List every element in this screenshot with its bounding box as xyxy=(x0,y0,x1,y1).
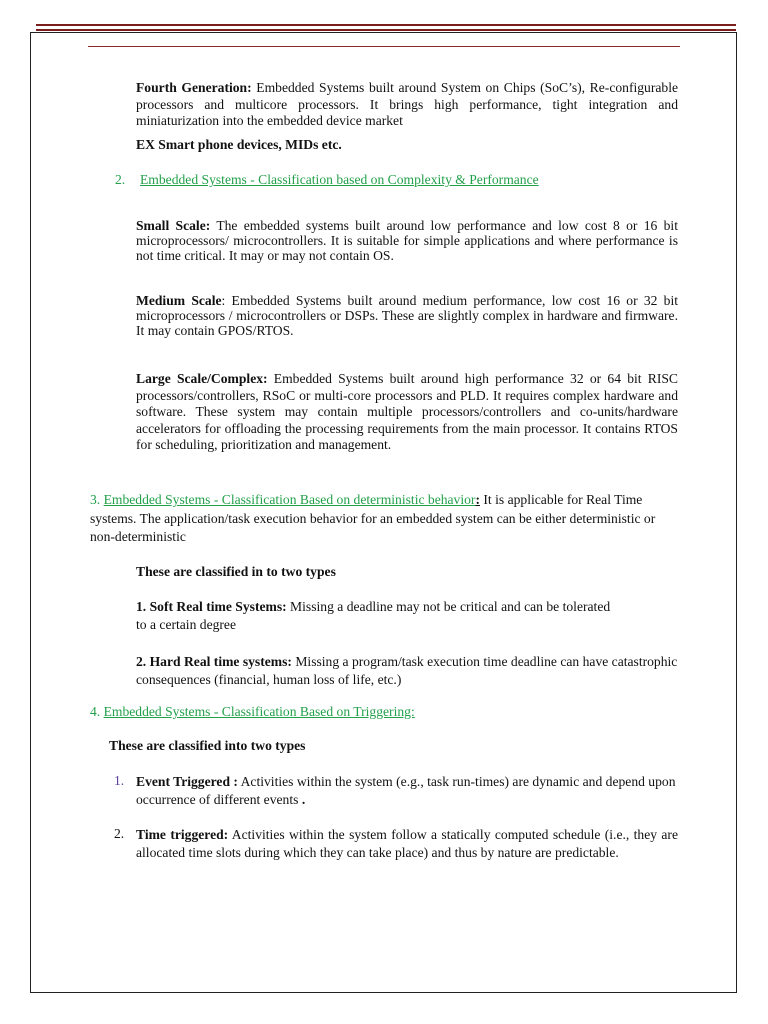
large-scale-paragraph xyxy=(136,371,678,454)
types-heading-2: These are classified into two types xyxy=(109,738,306,753)
small-scale-text: The embedded systems built around low performance and low cost 8 or 16 bit microprocessors/ microcontrollers. It is suitable for simple applications and where performance is not time critical. It may or may not contain OS. xyxy=(136,218,678,263)
hard-real-time-number: 2. xyxy=(136,654,147,669)
section-4-title: Embedded Systems - Classification Based on Triggering: xyxy=(103,704,415,719)
section-3-number: 3. xyxy=(90,492,104,507)
header-rule xyxy=(88,46,680,47)
soft-real-time-text: Missing a deadline may not be critical and can be tolerated to a certain degree xyxy=(136,599,611,632)
large-scale-text: Embedded Systems built around high performance 32 or 64 bit RISC processors/controllers, RSoC or multi-core processors and PLD. It requires complex hardware and software. These system may contain multiple processors/controllers and co-units/hardware accelerators for offloading the processing requirements from the main processor. It contains RTOS for scheduling, prioritization and management. xyxy=(136,371,678,452)
top-border-line-2 xyxy=(36,29,736,31)
event-triggered-item xyxy=(136,773,678,809)
section-3-text: It is applicable for Real Time systems. The application/task execution behavior for an embedded system can be either deterministic or non-deterministic xyxy=(90,492,656,544)
hard-real-time-item xyxy=(136,653,678,689)
section-2-title: Embedded Systems - Classification based on Complexity & Performance xyxy=(140,172,539,187)
small-scale-label: Small Scale: xyxy=(136,218,211,233)
fourth-generation-paragraph xyxy=(136,80,678,130)
time-triggered-label: Time triggered: xyxy=(136,827,229,842)
event-triggered-label: Event Triggered : xyxy=(136,774,238,789)
section-3-title: Embedded Systems - Classification Based on deterministic behavior xyxy=(103,492,476,507)
fourth-generation-label: Fourth Generation: xyxy=(136,80,252,95)
soft-real-time-item xyxy=(136,598,616,634)
large-scale-label: Large Scale/Complex: xyxy=(136,371,268,386)
types-heading-1: These are classified in to two types xyxy=(136,564,336,579)
time-triggered-text: Activities within the system follow a statically computed schedule (i.e., they are allocated time slots during which they can take place) and thus by nature are predictable. xyxy=(136,827,678,860)
section-2-number: 2. xyxy=(115,172,126,187)
event-triggered-text: Activities within the system (e.g., task run-times) are dynamic and depend upon occurrence of different events xyxy=(136,774,676,807)
section-4-number: 4. xyxy=(90,704,104,719)
top-border-line-1 xyxy=(36,24,736,26)
medium-scale-text: : Embedded Systems built around medium performance, low cost 16 or 32 bit microprocessors / microcontrollers or DSPs. These are slightly complex in hardware and firmware. It may contain GPOS/RTOS. xyxy=(136,293,679,338)
medium-scale-paragraph xyxy=(136,293,678,338)
section-4-heading xyxy=(90,704,670,721)
hard-real-time-text: Missing a program/task execution time deadline can have catastrophic consequences (financial, human loss of life, etc.) xyxy=(136,654,678,687)
event-triggered-number: 1. xyxy=(114,773,125,788)
small-scale-paragraph xyxy=(136,218,678,263)
hard-real-time-label: Hard Real time systems: xyxy=(146,654,292,669)
medium-scale-label: Medium Scale xyxy=(136,293,222,308)
fourth-generation-example: EX Smart phone devices, MIDs etc. xyxy=(136,137,342,152)
soft-real-time-number: 1. xyxy=(136,599,147,614)
fourth-generation-text: Embedded Systems built around System on Chips (SoC’s), Re-configurable processors and multicore processors. It brings high performance, tight integration and miniaturization into the embedded device market xyxy=(136,80,679,128)
section-2-heading xyxy=(115,172,695,189)
event-triggered-tail: . xyxy=(301,792,306,807)
section-3-paragraph xyxy=(90,491,680,547)
time-triggered-item xyxy=(136,826,678,862)
time-triggered-number: 2. xyxy=(114,826,125,841)
soft-real-time-label: Soft Real time Systems: xyxy=(146,599,287,614)
section-3-colon: : xyxy=(475,492,480,507)
